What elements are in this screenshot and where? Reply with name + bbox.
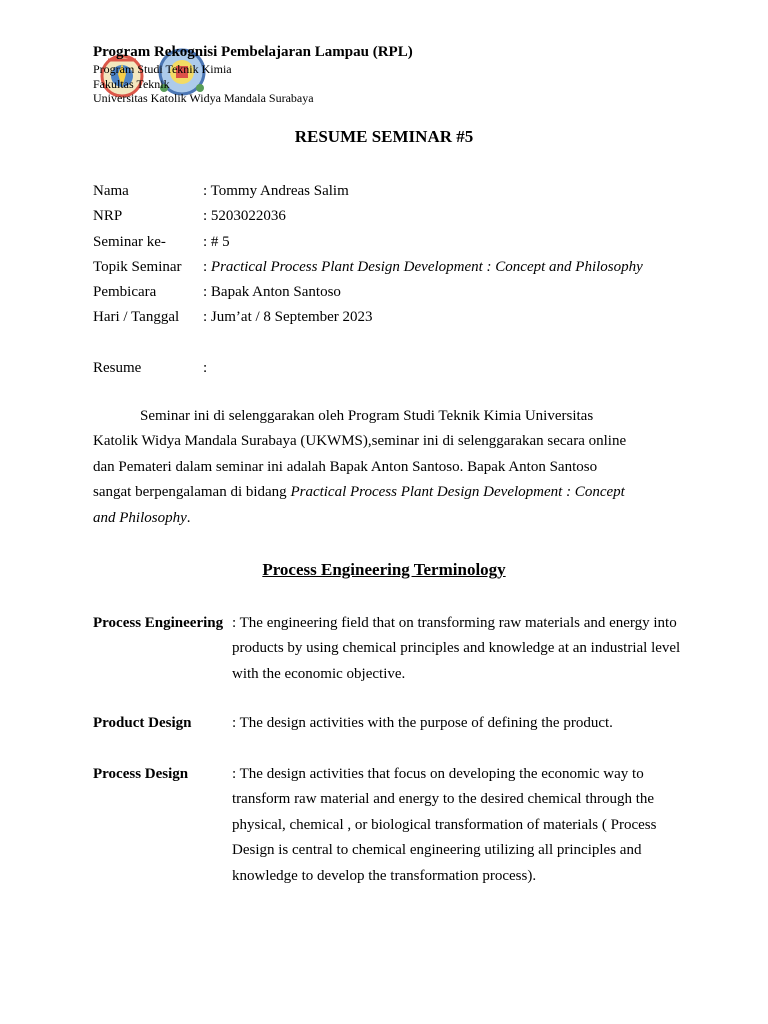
resume-row (93, 356, 207, 381)
info-value: : Jum’at / 8 September 2023 (203, 309, 373, 326)
term-label: Process Design (93, 766, 189, 782)
term-definition: : The design activities that focus on developing the economic way to transform raw material and energy to the desired chemical through the physical, chemical , or biological transformation of materials ( Process Design is central to chemical engineering utilizing all principles and knowledge to develop the transformation process). (232, 766, 657, 884)
term-product-design (93, 711, 683, 736)
study-program: Program Studi Teknik Kimia (93, 62, 232, 76)
resume-colon: : (203, 360, 208, 376)
info-value-prefix: : (203, 258, 211, 275)
term-process-design (93, 762, 683, 889)
info-row-seminar (93, 230, 643, 255)
info-label: Seminar ke- (93, 233, 166, 250)
document-header (93, 42, 413, 106)
term-label: Process Engineering (93, 615, 224, 631)
info-value: : Bapak Anton Santoso (203, 284, 341, 301)
paragraph-text: Seminar ini di selenggarakan oleh Program Studi Teknik Kimia Universitas Katolik Widya Mandala Surabaya (UKWMS),seminar ini di selenggarakan secara online dan Pemateri dalam seminar ini adalah Bapak Anton Santoso. Bapak Anton Santoso sangat berpengalaman di bidang (93, 408, 627, 501)
info-label: Pembicara (93, 284, 157, 301)
page-title: RESUME SEMINAR #5 (294, 127, 474, 146)
term-definition: : The engineering field that on transforming raw materials and energy into products by using chemical principles and knowledge at an industrial level with the economic objective. (232, 615, 681, 682)
info-value: : # 5 (203, 233, 230, 250)
section-title: Process Engineering Terminology (262, 560, 506, 579)
info-value: : Tommy Andreas Salim (203, 183, 349, 199)
paragraph-italic: Practical Process Plant Design Development : Concept and Philosophy (93, 484, 625, 526)
info-row-nrp (93, 204, 643, 229)
info-row-nama (93, 179, 643, 204)
info-label: Nama (93, 183, 129, 199)
term-definition: : The design activities with the purpose of defining the product. (232, 715, 613, 731)
program-name: Program Rekognisi Pembelajaran Lampau (RPL) (93, 44, 413, 60)
faculty-name: Fakultas Teknik (93, 76, 170, 91)
info-row-pembicara (93, 280, 643, 305)
info-row-topik (93, 255, 643, 280)
info-row-tanggal (93, 305, 643, 330)
resume-paragraph (93, 404, 638, 531)
info-label: Hari / Tanggal (93, 309, 180, 326)
university-name: Universitas Katolik Widya Mandala Surabaya (93, 91, 314, 105)
info-label: Topik Seminar (93, 258, 182, 275)
info-value: : 5203022036 (203, 208, 286, 225)
info-label: NRP (93, 208, 123, 225)
info-table (93, 179, 643, 331)
resume-label: Resume (93, 360, 142, 376)
paragraph-end: . (186, 509, 191, 526)
info-value-topic: Practical Process Plant Design Development : Concept and Philosophy (210, 258, 643, 275)
term-label: Product Design (93, 715, 192, 731)
term-process-engineering (93, 611, 683, 687)
